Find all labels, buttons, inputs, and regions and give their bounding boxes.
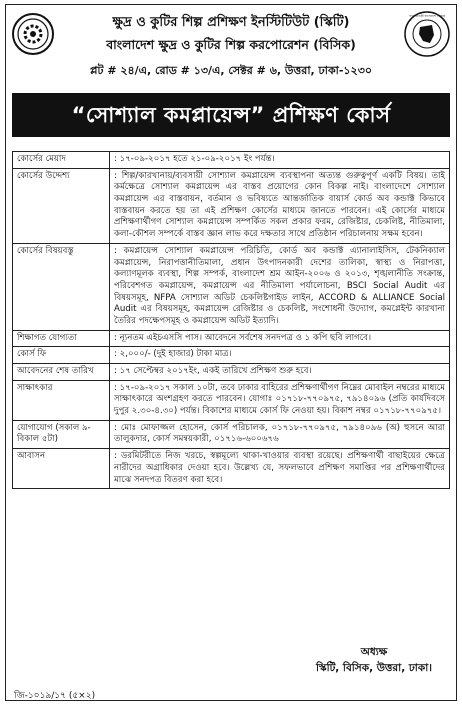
row-label: শিক্ষাগত যোগ্যতা bbox=[13, 330, 110, 347]
institute-name: ক্ষুদ্র ও কুটির শিল্প প্রশিক্ষণ ইনস্টিটিউট (স্কিটি) bbox=[112, 15, 350, 30]
publication-code: জি-১০১৯/১৭ (৫×২) bbox=[14, 691, 96, 701]
row-value: : ডরমিটরীতে নিজ খরচে, স্বল্পমূল্যে থাকা-খাওয়ার ব্যবস্থা রয়েছে। প্রশিক্ষণার্থী বাছাইয়ের ক্ষেত্রে নারীদের অগ্রাধিকার দেওয়া হবে। উল্লেখ্য যে, সফলভাবে প্রশিক্ষণ সমাপ্তির পর প্রশিক্ষণার্থীদের মাঝে সনদপত্র বিতরণ করা হবে। bbox=[110, 449, 450, 489]
row-label: কোর্সের বিষয়বস্তু bbox=[13, 243, 110, 330]
table-row bbox=[13, 243, 450, 330]
table-row bbox=[13, 168, 450, 243]
row-label: কোর্স ফি bbox=[13, 347, 110, 364]
row-value: : মোঃ মোফাজ্জল হোসেন, কোর্স পরিচালক, ০১৭১৮-৭৭০৯৭৫, ৭৯১৪০৯৬ (অ) হুসনে আরা তালুকদার, কোর্স সমন্বয়কারী, ০১৭১৬-৬০০৬৭৬ bbox=[110, 420, 450, 448]
course-title-banner: “সোশ্যাল কমপ্লায়েন্স” প্রশিক্ষণ কোর্স bbox=[12, 93, 450, 137]
row-label: কোর্সের মেয়াদ bbox=[13, 152, 110, 169]
seal-text: গণপ্রজাতন্ত্রী বাংলাদেশ সরকার bbox=[408, 14, 446, 18]
row-value: : ১৭-০৯-২০১৭ সকাল ১০টা, তবে ঢাকার বাহিরের প্রশিক্ষণার্থীগণ নিম্নের মোবাইল নম্বরের মাধ্যমে সাক্ষাৎকারে অংশগ্রহণ করতে পারবেন। যোগাঃ ০১৭১৮-৭৭০৯৭৫, ৭৯১৪০৯৬ (প্রতি কার্যদিবসে দুপুর ২.৩০-৪.৩০) পর্যন্ত। বিকাশের মাধ্যমে কোর্স ফি নেওয়া হয়। বিকাশ নম্বর ০১৭১৮-৭৭০৯৭৫। bbox=[110, 380, 450, 420]
row-label: কোর্সের উদ্দেশ্য bbox=[13, 168, 110, 243]
signatory-title: অধ্যক্ষ bbox=[360, 646, 388, 658]
corporation-name: বাংলাদেশ ক্ষুদ্র ও কুটির শিল্প করপোরেশন (বিসিক) bbox=[106, 37, 356, 52]
row-label: আবেদনের শেষ তারিখ bbox=[13, 364, 110, 381]
row-value: : ১৭-০৯-২০১৭ হতে ২১-০৯-২০১৭ ইং পর্যন্ত। bbox=[110, 152, 450, 169]
row-label: আবাসন bbox=[13, 449, 110, 489]
row-value: : শিল্প/কারখানায়/ব্যবসায়ী সোশ্যাল কমপ্লায়েন্স ব্যবস্থাপনা অত্যন্ত গুরুত্বপূর্ণ একটি বিষয়। তাই কর্মক্ষেত্রে সোশ্যাল কমপ্লায়েন্স এর বাস্তব প্রয়োগের কোন বিকল্প নাই। বাংলাদেশে সোশ্যাল কমপ্লায়েন্স এর বাস্তবায়ন, বর্তমান ও ভবিষ্যতে আন্তর্জাতিক বায়ার্স কোর্ড অব কন্ডাক্ট কিভাবে বাস্তবায়ন করতে হয় তা এই প্রশিক্ষণ কোর্সের মাধ্যমে জানতে পারবেন। এই কোর্সের মাধ্যমে প্রশিক্ষণার্থীগণ সোশ্যাল কমপ্লায়েন্স সম্পর্কিত সকল প্রকার ফরম, রেজিষ্টার, চেকলিষ্ট, নীতিমালা, কলা-কৌশল সম্পর্কে বাস্তব জ্ঞান লাভ করে দক্ষতার সাথে প্রতিষ্ঠান পরিচালনায় সক্ষম হবেন। bbox=[110, 168, 450, 243]
row-value: : ন্যূনতম এইচএসসি পাস। আবেদনে সর্বশেষ সনদপত্র ও ১ কপি ছবি লাগবে। bbox=[110, 330, 450, 347]
table-row bbox=[13, 347, 450, 364]
signature-block bbox=[316, 645, 432, 677]
table-row bbox=[13, 449, 450, 489]
address: প্লট # ২৪/এ, রোড # ১৩/এ, সেক্টর # ৬, উত্তরা, ঢাকা-১২৩০ bbox=[89, 64, 373, 77]
table-row bbox=[13, 364, 450, 381]
row-value: : ১৭ সেপ্টেম্বর ২০১৭ইং, একই তারিখে প্রশিক্ষণ শুরু হবে। bbox=[110, 364, 450, 381]
course-info-table bbox=[12, 151, 450, 489]
government-seal-icon bbox=[404, 11, 450, 57]
scitti-logo-icon bbox=[12, 13, 54, 55]
row-value: : ২,০০০/- (দুই হাজার) টাকা মাত্র। bbox=[110, 347, 450, 364]
table-row bbox=[13, 152, 450, 169]
table-row bbox=[13, 420, 450, 448]
table-row bbox=[13, 380, 450, 420]
advertisement-page bbox=[5, 4, 457, 701]
row-value: : কমপ্লায়েন্স সোশ্যাল কমপ্লায়েন্স পরিচিতি, কোর্ড অব কন্ডাক্ট এ্যানালাইসিস, টেকনিক্যাল কমপ্লায়েন্স, নিরাপত্তানীতিমালা, প্রধান উৎপাদনকারী দেশের তালিকা, স্বাস্থ্য ও নিরাপত্তা, কল্যাণমূলক ব্যবস্থা, শিল্প সম্পর্ক, বাংলাদেশ শ্রম আইন-২০০৬ ও ২০১৩, শৃঙ্খলানীতি সংক্রান্ত, পরিবেশগত কমপ্লায়েন্স, কমপ্লায়েন্স এর নীতিমালা পর্যালোচনা, BSCI Social Audit এর বিষয়সমূহ, NFPA সোশ্যাল অডিট চেকলিষ্টগাইড লাইন, ACCORD & ALLIANCE Social Audit এর বিষয়সমূহ, কমপ্লায়েন্স রেজিষ্টার ও চেকলিষ্ট, সংশোধনী উদ্যোগ, কমপ্লেইন্ট কারখানা তৈরির পদক্ষেপসমূহ ও কমপ্লায়েন্স অডিট ইত্যাদি। bbox=[110, 243, 450, 330]
row-label: সাক্ষাৎকার bbox=[13, 380, 110, 420]
header bbox=[6, 5, 456, 93]
signatory-org: স্কিটি, বিসিক, উত্তরা, ঢাকা। bbox=[316, 661, 432, 674]
table-row bbox=[13, 330, 450, 347]
row-label: যোগাযোগ (সকাল ৯-বিকাল ৫টা) bbox=[13, 420, 110, 448]
